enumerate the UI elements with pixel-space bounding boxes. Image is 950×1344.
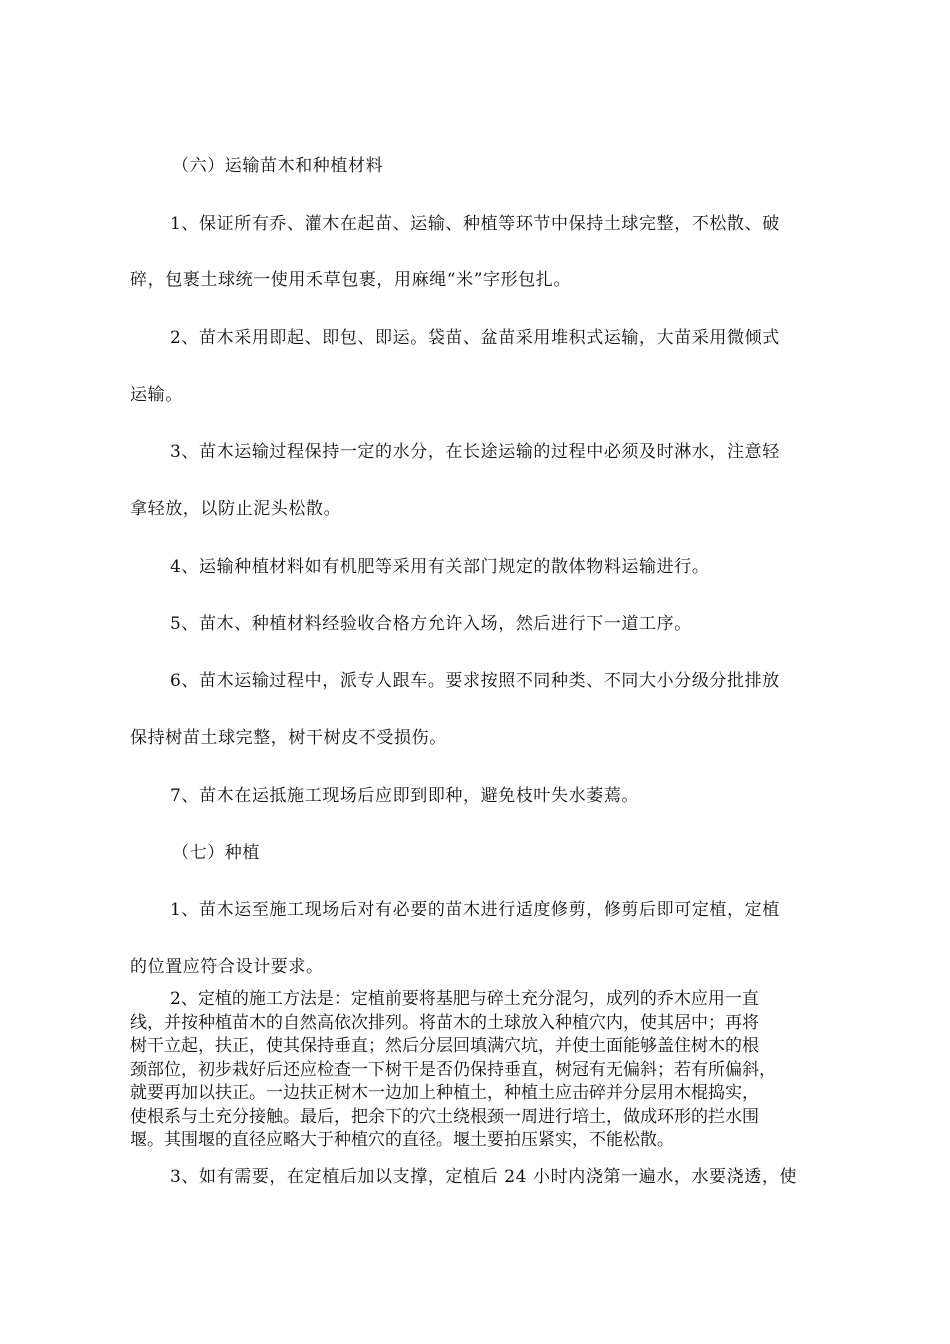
paragraph-6-7: 7、苗木在运抵施工现场后应即到即种，避免枝叶失水萎蔫。 [170, 786, 640, 806]
paragraph-6-2-line-2: 运输。 [130, 385, 183, 405]
paragraph-6-5: 5、苗木、种植材料经验收合格方允许入场，然后进行下一道工序。 [170, 614, 692, 634]
paragraph-6-1-line-1: 1、保证所有乔、灌木在起苗、运输、种植等环节中保持土球完整，不松散、破 [170, 214, 780, 234]
paragraph-7-2-line: 2、定植的施工方法是：定植前要将基肥与碎土充分混匀，成列的乔木应用一直 [170, 989, 759, 1009]
section-6-heading: （六）运输苗木和种植材料 [172, 156, 384, 176]
paragraph-6-3-line-2: 拿轻放，以防止泥头松散。 [130, 499, 342, 519]
paragraph-7-2-line: 颈部位，初步栽好后还应检查一下树干是否仍保持垂直，树冠有无偏斜；若有所偏斜， [130, 1059, 776, 1080]
paragraph-6-4: 4、运输种植材料如有机肥等采用有关部门规定的散体物料运输进行。 [170, 557, 710, 577]
paragraph-7-2-line: 线，并按种植苗木的自然高依次排列。将苗木的土球放入种植穴内，使其居中；再将 [130, 1012, 759, 1033]
paragraph-7-2 [130, 988, 830, 1153]
paragraph-7-2-line: 树干立起，扶正，使其保持垂直；然后分层回填满穴坑，并使土面能够盖住树木的根 [130, 1036, 759, 1056]
paragraph-7-2-line: 堰。其围堰的直径应略大于种植穴的直径。堰土要拍压紧实，不能松散。 [130, 1130, 674, 1150]
paragraph-6-6-line-1: 6、苗木运输过程中，派专人跟车。要求按照不同种类、不同大小分级分批排放 [170, 671, 780, 691]
paragraph-7-2-line: 使根系与土充分接触。最后，把余下的穴土绕根颈一周进行培土，做成环形的拦水围 [130, 1106, 759, 1127]
paragraph-7-1-line-1: 1、苗木运至施工现场后对有必要的苗木进行适度修剪，修剪后即可定植，定植 [170, 900, 780, 920]
paragraph-6-1-line-2: 碎，包裹土球统一使用禾草包裹，用麻绳“米”字形包扎。 [130, 270, 571, 290]
paragraph-6-6-line-2: 保持树苗土球完整，树干树皮不受损伤。 [130, 728, 447, 748]
paragraph-7-1-line-2: 的位置应符合设计要求。 [130, 957, 324, 977]
section-7-heading: （七）种植 [172, 843, 260, 863]
paragraph-7-2-line: 就要再加以扶正。一边扶正树木一边加上种植土，种植土应击碎并分层用木棍捣实， [130, 1083, 759, 1103]
paragraph-6-3-line-1: 3、苗木运输过程保持一定的水分，在长途运输的过程中必须及时淋水，注意轻 [170, 442, 780, 462]
paragraph-7-3-line-1: 3、如有需要，在定植后加以支撑，定植后 24 小时内浇第一遍水，水要浇透，使 [170, 1167, 798, 1187]
paragraph-6-2-line-1: 2、苗木采用即起、即包、即运。袋苗、盆苗采用堆积式运输，大苗采用微倾式 [170, 328, 780, 348]
